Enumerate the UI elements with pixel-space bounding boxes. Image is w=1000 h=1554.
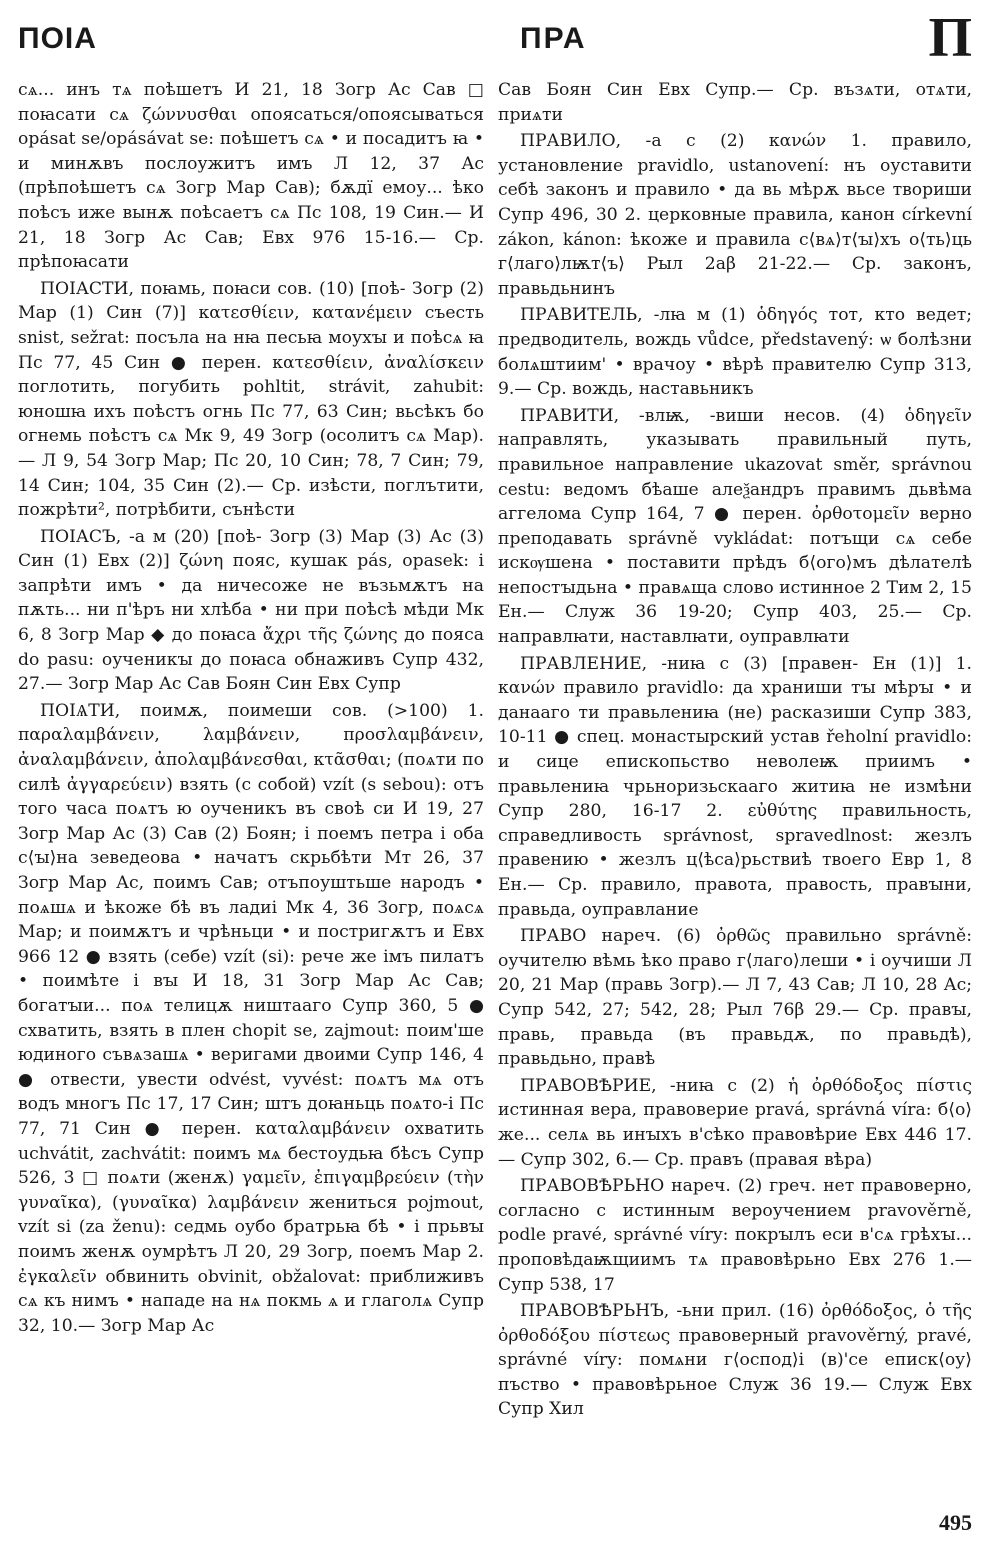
- dictionary-entry: Сав Боян Син Евх Супр.— Ср. възѧти, отѧти, приѧти: [498, 80, 972, 125]
- dictionary-entry: ПОІАСТИ, поꙗмь, поꙗси сов. (10) [поѣ- Зогр (2) Мар (1) Син (7)] κατεσθίειν, κατανέμειν съесть snist, sežrat: посъла на нꙗ песьꙗ моухꙑ и поѣсѧ ꙗ Пс 77, 45 Син ● перен. κατεσθίειν, ἀναλίσκειν поглотить, погубить pohltit, strávit, zahubit: юношꙗ ихъ поѣстъ огнь Пс 77, 63 Син; вьсѣкъ бо огнемь поѣстъ сѧ Мк 9, 49 Зогр (осолитъ сѧ Мар).— Л 9, 54 Зогр Мар; Пс 20, 10 Син; 78, 7 Син; 79, 14 Син; 104, 35 Син (2).— Ср. изѣсти, поглътити, пожрѣти², потрѣбити, сънѣсти: [18, 278, 484, 521]
- dictionary-entry: ПРАВОВѢРЬНЪ, -ьни прил. (16) ὀρθόδοξος, ὁ τῆς ὀρθοδόξου πίστεως правоверный pravověrný, pravé, správné víry: помѧни г⟨оспод⟩і (в)'се еписк⟨оу⟩пъство • правовѣрьное Служ 36 19.— Служ Евх Супр Хил: [498, 1301, 972, 1420]
- dictionary-entry: ПОІАСЪ, -а м (20) [поѣ- Зогр (3) Мар (3) Ас (3) Син (1) Евх (2)] ζώνη пояс, кушак pás, opasek: і запрѣти имъ • да ничесоже не възьмѫтъ на пѫть... ни п'ѣръ ни хлѣба • ни при поѣсѣ мѣди Мк 6, 8 Зогр Мар ◆ до поꙗса ἄχρι τῆς ζώνης до пояса do pasu: оученикꙑ до поꙗса обнаживъ Супр 432, 27.— Зогр Мар Ас Сав Боян Син Евх Супр: [18, 526, 484, 695]
- dictionary-entry: ПРАВЛЕНИЕ, -ниꙗ с (3) [правен- Ен (1)] 1. κανών правило pravidlo: да храниши тꙑ мѣрꙑ • и данааго ти правьлениꙗ (не) расказиши Супр 383, 10-11 ● спец. монастырский устав řeholní pravidlo: и сице епископьство неволеѭ приимъ • правьлениꙗ чрьноризьскааго житиꙗ не измѣни Супр 280, 16-17 2. εὐθύτης правильность, справедливость správnost, spravedlnost: жезлъ правению • жезлъ ц⟨ѣса⟩рьствиѣ твоего Евр 1, 8 Ен.— Ср. правило, правота, правость, правꙑни, правьда, оуправлание: [498, 653, 972, 920]
- dictionary-entry: ПРАВО нареч. (6) ὀρθῶς правильно správně: оучителю вѣмь ѣко право г⟨лаго⟩леши • і оучиши Л 20, 21 Мар (правь Зогр).— Л 7, 43 Сав; Л 10, 28 Ас; Супр 542, 27; 542, 28; Рыл 76β 29.— Ср. правꙑ, правь, правьда (въ правьдѫ, по правьдѣ), правьдьно, правѣ: [498, 926, 972, 1070]
- section-letter: П: [928, 7, 972, 69]
- dictionary-entry: ПРАВИТЕЛЬ, -лꙗ м (1) ὁδηγός тот, кто ведет; предводитель, вождь vůdce, představený: ѡ болѣзни болѧштиим' • врачоу • вѣрѣ правителю Супр 313, 9.— Ср. вождь, наставьникъ: [498, 305, 972, 400]
- dictionary-entry: ПРАВОВѢРЬНО нареч. (2) греч. нет правоверно, согласно с истинным вероучением pravověrně, podle pravé, správné víry: покрꙑлъ еси в'сѧ грѣхꙑ... проповѣдаѭщиимъ тѧ правовѣрьно Евх 276 1.— Супр 538, 17: [498, 1176, 972, 1295]
- running-head-left: ПОІА: [18, 22, 97, 55]
- dictionary-entry: ПРАВИТИ, -влѭ, -виши несов. (4) ὁδηγεῖν направлять, указывать правильный путь, правильное направление ukazovat směr, správnou cestu: ведомъ бѣаше алеѯандръ правимъ дьвѣма аггелома Супр 164, 7 ● перен. ὀρθοτομεῖν верно преподавать správně vykládat: потъщи сѧ себе искѹшена • поставити прѣдъ б⟨ого⟩мъ дѣлателѣ непостꙑдьна • правѧща слово истинное 2 Тим 2, 15 Ен.— Служ 36 19-20; Супр 403, 25.— Ср. направлꙗти, наставлꙗти, оуправлꙗти: [498, 405, 972, 648]
- dictionary-entry: ПРАВОВѢРИЕ, -ниꙗ с (2) ἡ ὀρθόδοξος πίστις истинная вера, правоверие pravá, správná víra: б⟨о⟩же... селѧ вь инꙑхъ в'сѣко правовѣрие Евх 446 17.— Супр 302, 6.— Ср. правъ (правая вѣра): [498, 1075, 972, 1170]
- dictionary-entry: сѧ... инъ тѧ поѣшетъ И 21, 18 Зогр Ас Сав □ поꙗсати сѧ ζώννυσθαι опоясаться/опоясываться opásat se/opásávat se: поѣшетъ сѧ • и посадитъ ꙗ • и минѫвъ послоужитъ имъ Л 12, 37 Ас (прѣпоѣшетъ сѧ Зогр Мар Сав); бѫдї емоу... ѣко поѣсъ иже вынѫ поѣсаетъ сѧ Пс 108, 19 Син.— И 21, 18 Зогр Ас Сав; Евх 976 15-16.— Ср. прѣпоꙗсати: [18, 80, 484, 273]
- right-column: [498, 78, 972, 1498]
- column-divider: [490, 82, 491, 1482]
- dictionary-entry: ПОІѦТИ, поимѫ, поимеши сов. (>100) 1. παραλαμβάνειν, λαμβάνειν, προσλαμβάνειν, ἀναλαμβάνειν, ἀπολαμβάνεσθαι, κτᾶσθαι; (поѧти по силѣ ἀγγαρεύειν) взять (с собой) vzít (s sebou): отъ того часа поѧтъ ю оученикъ въ своѣ си И 19, 27 Зогр Мар Ас (3) Сав (2) Боян; і поемъ петра і оба с⟨ꙑ⟩на зеведеова • начатъ скрьбѣти Мт 26, 37 Зогр Мар Ас, поимъ Сав; отъпоуштьше народъ • поѧшѧ и ѣкоже бѣ въ ладиі Мк 4, 36 Зогр, поѧсѧ Мар; и поимѫтъ и чрѣньци • и постригѫтъ и Евх 966 12 ● взять (себе) vzít (si): рече же імъ пилатъ • поимѣте і вꙑ И 18, 31 Зогр Мар Ас Сав; богатꙑи... поѧ телицѫ ништааго Супр 360, 5 ● схватить, взять в плен chopit se, zajmout: поим'ше юдиного съвѧзашѧ • веригами двоими Супр 146, 4 ● отвести, увести odvést, vyvést: поѧтъ мѧ отъ водъ многъ Пс 17, 17 Син; штъ доꙗньць поѧто-і Пс 77, 71 Син ● перен. καταλαμβάνειν охватить uchvátit, zachvátit: поимъ мѧ бестоудьꙗ бѣсъ Супр 526, 3 □ поѧти (женѫ) γαμεῖν, ἐπιγαμβρεύειν (τὴν γυναῖκα), (γυναῖκα) λαμβάνειν жениться pojmout, vzít si (za ženu): седмь оубо братрьꙗ бѣ • і прьвꙑ поимъ женѫ оумрѣтъ Л 20, 29 Зогр, поемъ Мар 2. ἐγκαλεῖν обвинить obvinit, obžalovat: приближивъ сѧ къ нимъ • нападе на нѧ покмь ѧ и глаголѧ Супр 32, 10.— Зогр Мар Ас: [18, 700, 484, 1336]
- running-head-center: ПРА: [520, 22, 587, 55]
- page-header: [0, 0, 1000, 72]
- page-number: 495: [939, 1510, 972, 1535]
- dictionary-entry: ПРАВИЛО, -а с (2) κανών 1. правило, установление pravidlo, ustanovení: нъ оуставити себѣ законъ и правило • да вь мѣрѫ вьсе твориши Супр 496, 30 2. церковные правила, канон církevní zákon, kánon: ѣкоже и правила с⟨вѧ⟩т⟨ꙑ⟩хъ о⟨ть⟩ць г⟨лаго⟩лѭт⟨ъ⟩ Рыл 2аβ 21-22.— Ср. законъ, правьдьнинъ: [498, 131, 972, 299]
- left-column: [18, 78, 484, 1498]
